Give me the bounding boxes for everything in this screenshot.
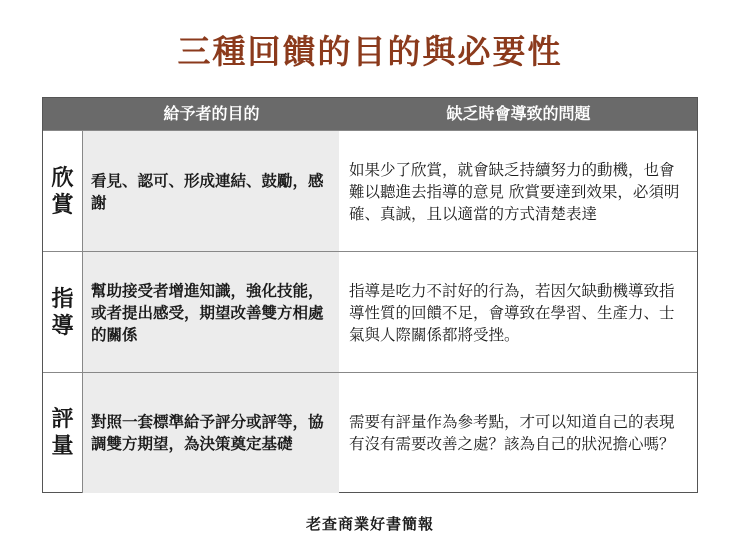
problem-text: 指導是吃力不討好的行為，若因欠缺動機導致指導性質的回饋不足，會導致在學習、生產力、士氣與人際關係都將受挫。 bbox=[349, 281, 675, 344]
problem-cell bbox=[339, 252, 697, 373]
row-label-cell bbox=[43, 373, 83, 493]
purpose-text: 幫助接受者增進知識，強化技能，或者提出感受，期望改善雙方相處的關係 bbox=[91, 281, 324, 344]
problem-text: 需要有評量作為參考點，才可以知道自己的表現有沒有需要改善之處？該為自己的狀況擔心嗎？ bbox=[349, 413, 675, 453]
purpose-text: 看見、認可、形成連結、鼓勵，感謝 bbox=[91, 171, 324, 212]
row-label: 欣賞 bbox=[51, 165, 74, 218]
table-row-appreciation bbox=[43, 130, 697, 252]
problem-cell bbox=[339, 373, 697, 493]
row-label-cell bbox=[43, 131, 83, 252]
purpose-text: 對照一套標準給予評分或評等，協調雙方期望，為決策奠定基礎 bbox=[91, 413, 324, 453]
table-header-row bbox=[43, 98, 697, 130]
row-label-cell bbox=[43, 252, 83, 373]
page-title: 三種回饋的目的與必要性 bbox=[177, 32, 563, 71]
problem-text: 如果少了欣賞，就會缺乏持續努力的動機，也會難以聽進去指導的意見 欣賞要達到效果，必須明確、真誠，且以適當的方式清楚表達 bbox=[349, 160, 680, 223]
table-row-coaching bbox=[43, 251, 697, 373]
purpose-cell bbox=[83, 252, 339, 373]
header-problem: 缺乏時會導致的問題 bbox=[446, 104, 591, 123]
purpose-cell bbox=[83, 131, 339, 252]
problem-cell bbox=[339, 131, 697, 252]
purpose-cell bbox=[83, 373, 339, 493]
header-purpose: 給予者的目的 bbox=[163, 104, 260, 123]
footer-credit: 老查商業好書簡報 bbox=[305, 515, 434, 533]
table-row-evaluation bbox=[43, 372, 697, 493]
feedback-table bbox=[42, 97, 698, 493]
row-label: 評量 bbox=[51, 407, 74, 459]
row-label: 指導 bbox=[51, 286, 74, 339]
